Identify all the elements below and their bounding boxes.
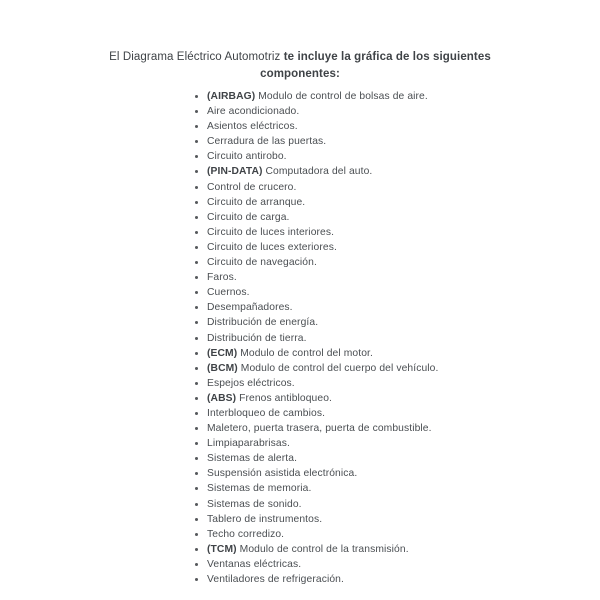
component-list <box>195 89 438 587</box>
component-label: Aire acondicionado. <box>207 106 300 118</box>
list-item <box>195 195 438 210</box>
component-label: Modulo de control de bolsas de aire. <box>258 91 428 102</box>
list-item <box>195 331 438 346</box>
component-label: Maletero, puerta trasera, puerta de combustible. <box>207 423 432 435</box>
list-item <box>195 497 438 512</box>
component-code: (TCM) <box>207 543 237 555</box>
list-item <box>195 421 438 436</box>
list-item <box>195 481 438 496</box>
component-label: Distribución de tierra. <box>207 332 307 344</box>
list-item <box>195 527 438 542</box>
component-label: Distribución de energía. <box>207 317 319 329</box>
list-item <box>195 180 438 195</box>
list-item <box>195 164 438 179</box>
component-label: Control de crucero. <box>207 181 297 193</box>
component-label: Ventiladores de refrigeración. <box>207 574 344 585</box>
component-label: Desempañadores. <box>207 302 293 314</box>
component-label: Modulo de control del cuerpo del vehículo. <box>240 362 439 374</box>
component-label: Limpiaparabrisas. <box>207 438 290 450</box>
list-item <box>195 512 438 527</box>
list-item <box>195 542 438 557</box>
list-item <box>195 134 438 149</box>
list-item <box>195 285 438 300</box>
component-label: Suspensión asistida electrónica. <box>207 468 358 480</box>
list-item <box>195 346 438 361</box>
title-bold-text-line2: componentes: <box>260 67 340 80</box>
component-label: Modulo de control del motor. <box>240 347 373 359</box>
list-item <box>195 315 438 330</box>
component-label: Techo corredizo. <box>207 528 285 540</box>
component-code: (ABS) <box>207 392 237 404</box>
list-item <box>195 225 438 240</box>
list-item <box>195 255 438 270</box>
component-code: (ECM) <box>207 347 238 359</box>
list-item <box>195 572 438 587</box>
component-label: Cuernos. <box>207 287 250 299</box>
list-item <box>195 270 438 285</box>
list-item <box>195 149 438 164</box>
list-item <box>195 119 438 134</box>
list-item <box>195 436 438 451</box>
component-label: Sistemas de memoria. <box>207 483 312 495</box>
list-item <box>195 376 438 391</box>
component-label: Circuito de luces exteriores. <box>207 241 337 253</box>
list-item <box>195 361 438 376</box>
component-code: (BCM) <box>207 362 238 374</box>
component-label: Sistemas de sonido. <box>207 498 302 510</box>
list-item <box>195 466 438 481</box>
component-code: (PIN-DATA) <box>207 166 263 178</box>
title-bold-text-line1: te incluye la gráfica de los siguientes <box>283 50 491 63</box>
component-label: Modulo de control de la transmisión. <box>239 543 409 555</box>
component-label: Circuito de luces interiores. <box>207 226 335 238</box>
component-label: Sistemas de alerta. <box>207 453 298 465</box>
component-label: Asientos eléctricos. <box>207 121 298 133</box>
list-item <box>195 300 438 315</box>
component-label: Espejos eléctricos. <box>207 377 295 389</box>
component-label: Frenos antibloqueo. <box>239 392 332 404</box>
component-label: Circuito de carga. <box>207 211 290 223</box>
component-label: Computadora del auto. <box>265 166 373 178</box>
title-normal-text: El Diagrama Eléctrico Automotriz <box>109 50 284 63</box>
list-item <box>195 557 438 572</box>
list-item <box>195 406 438 421</box>
component-label: Cerradura de las puertas. <box>207 136 327 148</box>
component-label: Circuito de navegación. <box>207 257 317 269</box>
list-item <box>195 89 438 104</box>
list-item <box>195 451 438 466</box>
component-label: Interbloqueo de cambios. <box>207 407 326 419</box>
component-label: Tablero de instrumentos. <box>207 513 323 525</box>
component-label: Faros. <box>207 272 237 284</box>
component-code: (AIRBAG) <box>207 91 256 102</box>
component-label: Circuito antirobo. <box>207 151 287 163</box>
component-label: Circuito de arranque. <box>207 196 306 208</box>
page-title <box>0 49 600 83</box>
list-item <box>195 391 438 406</box>
component-label: Ventanas eléctricas. <box>207 558 302 570</box>
list-item <box>195 104 438 119</box>
list-item <box>195 240 438 255</box>
list-item <box>195 210 438 225</box>
